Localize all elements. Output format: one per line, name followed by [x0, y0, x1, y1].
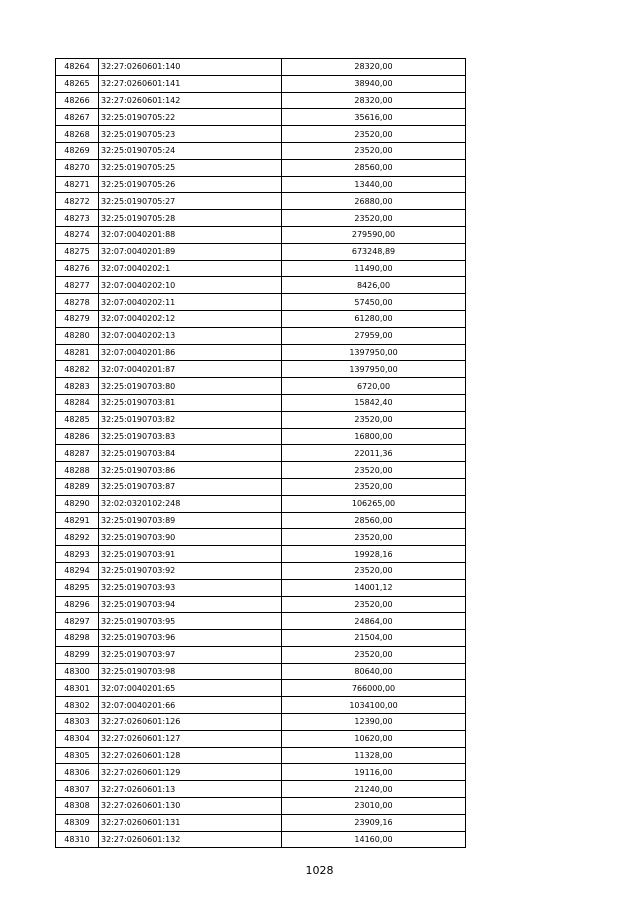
value-cell: 106265,00	[282, 495, 466, 512]
row-number-cell: 48290	[56, 495, 99, 512]
value-cell: 24864,00	[282, 613, 466, 630]
cadastral-number-cell: 32:25:0190703:89	[99, 512, 282, 529]
cadastral-number-cell: 32:25:0190705:28	[99, 210, 282, 227]
value-cell: 19928,16	[282, 546, 466, 563]
table-row	[56, 378, 466, 395]
cadastral-number-cell: 32:25:0190705:23	[99, 126, 282, 143]
cadastral-number-cell: 32:07:0040201:86	[99, 344, 282, 361]
cadastral-number-cell: 32:25:0190703:98	[99, 663, 282, 680]
table-row	[56, 277, 466, 294]
row-number-cell: 48303	[56, 714, 99, 731]
value-cell: 57450,00	[282, 294, 466, 311]
value-cell: 16800,00	[282, 428, 466, 445]
cadastral-number-cell: 32:27:0260601:132	[99, 831, 282, 848]
cadastral-number-cell: 32:07:0040202:12	[99, 310, 282, 327]
cadastral-number-cell: 32:27:0260601:127	[99, 730, 282, 747]
cadastral-number-cell: 32:25:0190703:80	[99, 378, 282, 395]
value-cell: 23520,00	[282, 646, 466, 663]
cadastral-number-cell: 32:25:0190703:95	[99, 613, 282, 630]
value-cell: 23520,00	[282, 529, 466, 546]
table-row	[56, 260, 466, 277]
row-number-cell: 48300	[56, 663, 99, 680]
cadastral-number-cell: 32:27:0260601:13	[99, 781, 282, 798]
row-number-cell: 48292	[56, 529, 99, 546]
value-cell: 23909,16	[282, 814, 466, 831]
value-cell: 10620,00	[282, 730, 466, 747]
table-row	[56, 193, 466, 210]
row-number-cell: 48286	[56, 428, 99, 445]
value-cell: 1397950,00	[282, 344, 466, 361]
cadastral-number-cell: 32:25:0190705:25	[99, 159, 282, 176]
value-cell: 1397950,00	[282, 361, 466, 378]
value-cell: 673248,89	[282, 243, 466, 260]
row-number-cell: 48305	[56, 747, 99, 764]
cadastral-number-cell: 32:25:0190705:22	[99, 109, 282, 126]
table-row	[56, 781, 466, 798]
table-row	[56, 478, 466, 495]
table-row	[56, 176, 466, 193]
cadastral-number-cell: 32:07:0040201:87	[99, 361, 282, 378]
row-number-cell: 48277	[56, 277, 99, 294]
table-row	[56, 159, 466, 176]
row-number-cell: 48285	[56, 411, 99, 428]
row-number-cell: 48266	[56, 92, 99, 109]
page-number: 1028	[305, 864, 334, 877]
row-number-cell: 48309	[56, 814, 99, 831]
cadastral-number-cell: 32:25:0190705:24	[99, 142, 282, 159]
cadastral-number-cell: 32:25:0190703:97	[99, 646, 282, 663]
row-number-cell: 48310	[56, 831, 99, 848]
table-row	[56, 814, 466, 831]
table-row	[56, 327, 466, 344]
value-cell: 14001,12	[282, 579, 466, 596]
row-number-cell: 48279	[56, 310, 99, 327]
cadastral-number-cell: 32:27:0260601:141	[99, 75, 282, 92]
cadastral-number-cell: 32:27:0260601:131	[99, 814, 282, 831]
table-row	[56, 630, 466, 647]
value-cell: 8426,00	[282, 277, 466, 294]
row-number-cell: 48291	[56, 512, 99, 529]
table-row	[56, 92, 466, 109]
table-body	[56, 59, 466, 848]
row-number-cell: 48306	[56, 764, 99, 781]
cadastral-number-cell: 32:07:0040202:1	[99, 260, 282, 277]
table-row	[56, 613, 466, 630]
table-row	[56, 428, 466, 445]
row-number-cell: 48304	[56, 730, 99, 747]
row-number-cell: 48287	[56, 445, 99, 462]
row-number-cell: 48301	[56, 680, 99, 697]
table-row	[56, 562, 466, 579]
value-cell: 38940,00	[282, 75, 466, 92]
row-number-cell: 48269	[56, 142, 99, 159]
table-row	[56, 747, 466, 764]
table-row	[56, 579, 466, 596]
row-number-cell: 48293	[56, 546, 99, 563]
table-row	[56, 697, 466, 714]
value-cell: 28320,00	[282, 59, 466, 76]
table-row	[56, 646, 466, 663]
value-cell: 23520,00	[282, 142, 466, 159]
row-number-cell: 48294	[56, 562, 99, 579]
value-cell: 23520,00	[282, 210, 466, 227]
row-number-cell: 48274	[56, 226, 99, 243]
table-row	[56, 142, 466, 159]
row-number-cell: 48271	[56, 176, 99, 193]
row-number-cell: 48295	[56, 579, 99, 596]
value-cell: 6720,00	[282, 378, 466, 395]
row-number-cell: 48284	[56, 394, 99, 411]
table-row	[56, 361, 466, 378]
cadastral-number-cell: 32:07:0040201:88	[99, 226, 282, 243]
value-cell: 14160,00	[282, 831, 466, 848]
table-row	[56, 596, 466, 613]
row-number-cell: 48270	[56, 159, 99, 176]
row-number-cell: 48289	[56, 478, 99, 495]
row-number-cell: 48308	[56, 798, 99, 815]
table-row	[56, 730, 466, 747]
table-row	[56, 680, 466, 697]
cadastral-number-cell: 32:25:0190703:91	[99, 546, 282, 563]
row-number-cell: 48273	[56, 210, 99, 227]
value-cell: 11490,00	[282, 260, 466, 277]
table-row	[56, 126, 466, 143]
value-cell: 23520,00	[282, 596, 466, 613]
cadastral-number-cell: 32:27:0260601:140	[99, 59, 282, 76]
cadastral-number-cell: 32:27:0260601:126	[99, 714, 282, 731]
table-row	[56, 394, 466, 411]
table-row	[56, 831, 466, 848]
value-cell: 23520,00	[282, 562, 466, 579]
row-number-cell: 48296	[56, 596, 99, 613]
row-number-cell: 48268	[56, 126, 99, 143]
cadastral-number-cell: 32:25:0190705:26	[99, 176, 282, 193]
table-row	[56, 109, 466, 126]
value-cell: 11328,00	[282, 747, 466, 764]
cadastral-number-cell: 32:25:0190703:82	[99, 411, 282, 428]
table-row	[56, 462, 466, 479]
value-cell: 22011,36	[282, 445, 466, 462]
cadastral-number-cell: 32:27:0260601:130	[99, 798, 282, 815]
value-cell: 21240,00	[282, 781, 466, 798]
cadastral-number-cell: 32:07:0040202:10	[99, 277, 282, 294]
row-number-cell: 48307	[56, 781, 99, 798]
row-number-cell: 48282	[56, 361, 99, 378]
cadastral-number-cell: 32:25:0190703:83	[99, 428, 282, 445]
table-row	[56, 210, 466, 227]
table-row	[56, 344, 466, 361]
table-row	[56, 75, 466, 92]
cadastral-number-cell: 32:25:0190703:92	[99, 562, 282, 579]
row-number-cell: 48264	[56, 59, 99, 76]
value-cell: 279590,00	[282, 226, 466, 243]
cadastral-number-cell: 32:25:0190703:96	[99, 630, 282, 647]
cadastral-number-cell: 32:25:0190703:81	[99, 394, 282, 411]
value-cell: 28560,00	[282, 512, 466, 529]
row-number-cell: 48288	[56, 462, 99, 479]
table-row	[56, 243, 466, 260]
cadastral-number-cell: 32:27:0260601:129	[99, 764, 282, 781]
value-cell: 23520,00	[282, 411, 466, 428]
row-number-cell: 48281	[56, 344, 99, 361]
table-row	[56, 59, 466, 76]
row-number-cell: 48278	[56, 294, 99, 311]
cadastral-number-cell: 32:25:0190703:87	[99, 478, 282, 495]
table-row	[56, 764, 466, 781]
table-row	[56, 226, 466, 243]
cadastral-number-cell: 32:25:0190703:90	[99, 529, 282, 546]
cadastral-number-cell: 32:02:0320102:248	[99, 495, 282, 512]
cadastral-number-cell: 32:27:0260601:142	[99, 92, 282, 109]
value-cell: 1034100,00	[282, 697, 466, 714]
row-number-cell: 48276	[56, 260, 99, 277]
cadastral-number-cell: 32:25:0190705:27	[99, 193, 282, 210]
table-row	[56, 495, 466, 512]
row-number-cell: 48302	[56, 697, 99, 714]
value-cell: 35616,00	[282, 109, 466, 126]
value-cell: 26880,00	[282, 193, 466, 210]
value-cell: 61280,00	[282, 310, 466, 327]
value-cell: 27959,00	[282, 327, 466, 344]
table-row	[56, 411, 466, 428]
data-table	[55, 58, 466, 848]
table-row	[56, 663, 466, 680]
cadastral-number-cell: 32:25:0190703:94	[99, 596, 282, 613]
value-cell: 23520,00	[282, 126, 466, 143]
value-cell: 766000,00	[282, 680, 466, 697]
value-cell: 15842,40	[282, 394, 466, 411]
cadastral-number-cell: 32:25:0190703:84	[99, 445, 282, 462]
table-row	[56, 310, 466, 327]
cadastral-number-cell: 32:07:0040202:13	[99, 327, 282, 344]
value-cell: 13440,00	[282, 176, 466, 193]
row-number-cell: 48280	[56, 327, 99, 344]
table-row	[56, 512, 466, 529]
row-number-cell: 48272	[56, 193, 99, 210]
cadastral-number-cell: 32:25:0190703:93	[99, 579, 282, 596]
row-number-cell: 48298	[56, 630, 99, 647]
table-row	[56, 798, 466, 815]
value-cell: 23010,00	[282, 798, 466, 815]
row-number-cell: 48275	[56, 243, 99, 260]
cadastral-number-cell: 32:07:0040202:11	[99, 294, 282, 311]
table-row	[56, 529, 466, 546]
value-cell: 28560,00	[282, 159, 466, 176]
value-cell: 12390,00	[282, 714, 466, 731]
value-cell: 80640,00	[282, 663, 466, 680]
cadastral-number-cell: 32:07:0040201:89	[99, 243, 282, 260]
row-number-cell: 48297	[56, 613, 99, 630]
row-number-cell: 48283	[56, 378, 99, 395]
table-row	[56, 546, 466, 563]
value-cell: 23520,00	[282, 462, 466, 479]
value-cell: 21504,00	[282, 630, 466, 647]
value-cell: 19116,00	[282, 764, 466, 781]
row-number-cell: 48299	[56, 646, 99, 663]
value-cell: 23520,00	[282, 478, 466, 495]
cadastral-number-cell: 32:27:0260601:128	[99, 747, 282, 764]
cadastral-number-cell: 32:07:0040201:65	[99, 680, 282, 697]
table-row	[56, 445, 466, 462]
cadastral-number-cell: 32:25:0190703:86	[99, 462, 282, 479]
row-number-cell: 48267	[56, 109, 99, 126]
row-number-cell: 48265	[56, 75, 99, 92]
value-cell: 28320,00	[282, 92, 466, 109]
cadastral-number-cell: 32:07:0040201:66	[99, 697, 282, 714]
table-row	[56, 714, 466, 731]
table-row	[56, 294, 466, 311]
